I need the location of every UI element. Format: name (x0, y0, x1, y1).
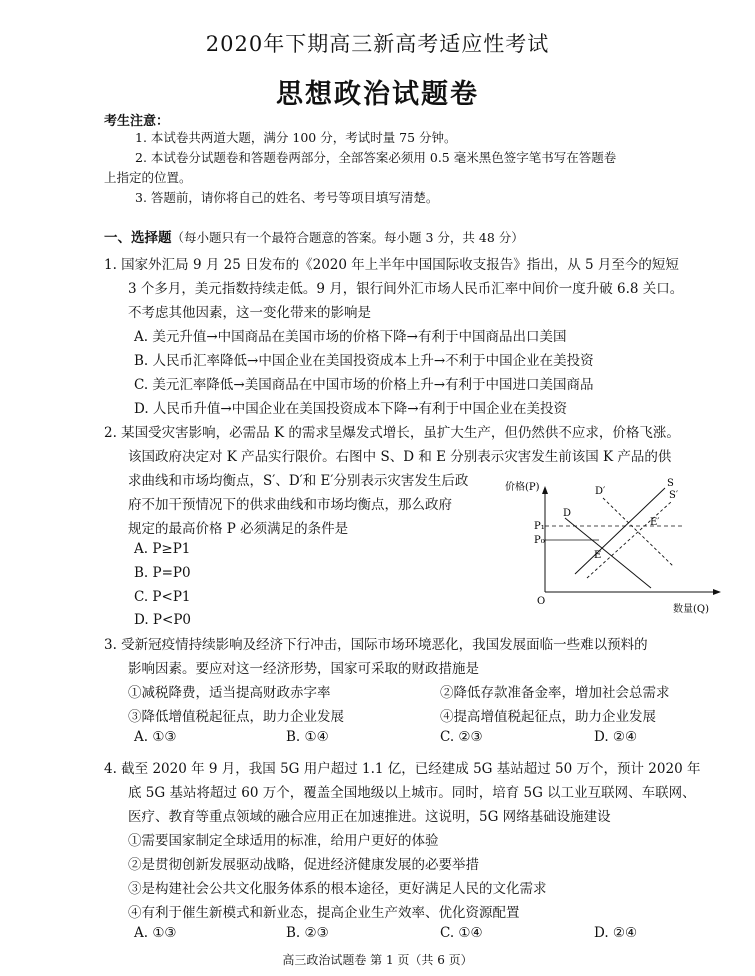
q3-stem: 影响因素。要应对这一经济形势，国家可采取的财政措施是 (128, 661, 479, 677)
q2-option-a: A. P≥P1 (134, 541, 191, 557)
q4-item: ④有利于催生新模式和新业态，提高企业生产效率、优化资源配置 (128, 905, 520, 921)
q3-item: ④提高增值税起征点，助力企业发展 (440, 709, 656, 725)
q3-item: ②降低存款准备金率，增加社会总需求 (440, 685, 670, 701)
origin-label: O (537, 596, 546, 607)
q1-stem: 3 个多月，美元指数持续走低。9 月，银行间外汇市场人民币汇率中间价一度升破 6.8 关口。 (128, 281, 684, 297)
q1-option-d: D. 人民币升值→中国企业在美国投资成本下降→有利于中国企业在美投资 (134, 401, 568, 417)
q1-option-a: A. 美元升值→中国商品在美国市场的价格下降→有利于中国商品出口美国 (134, 329, 567, 345)
label-e-prime: E′ (650, 517, 660, 528)
q4-stem: 4. 截至 2020 年 9 月，我国 5G 用户超过 1.1 亿，已经建成 5G 基站超过 50 万个，预计 2020 年 (104, 761, 701, 777)
supply-curve-s (575, 488, 665, 574)
section-heading (104, 226, 524, 246)
q2-option-d: D. P<P0 (134, 612, 191, 628)
notice-item: 上指定的位置。 (104, 170, 192, 185)
notice-item: 3. 答题前，请你将自己的姓名、考号等项目填写清楚。 (135, 190, 439, 205)
y-axis-arrow (542, 486, 548, 494)
q4-stem: 医疗、教育等重点领域的融合应用正在加速推进。这说明，5G 网络基础设施建设 (128, 809, 611, 825)
q3-option-a: A. ①③ (134, 729, 177, 745)
q3-stem: 3. 受新冠疫情持续影响及经济下行冲击，国际市场环境恶化，我国发展面临一些难以预料的 (104, 637, 648, 653)
supply-demand-diagram (503, 470, 723, 618)
q3-option-b: B. ①④ (286, 729, 329, 745)
label-d-prime: D′ (595, 486, 606, 497)
demand-curve-d (565, 518, 651, 588)
q1-option-c: C. 美元汇率降低→美国商品在中国市场的价格上升→有利于中国进口美国商品 (134, 377, 594, 393)
notice-heading: 考生注意： (104, 114, 170, 129)
q2-option-b: B. P=P0 (134, 565, 191, 581)
q4-item: ③是构建社会公共文化服务体系的根本途径，更好满足人民的文化需求 (128, 881, 547, 897)
section-title: 一、选择题 (104, 230, 172, 246)
q4-option-d: D. ②④ (594, 925, 638, 941)
q1-stem: 1. 国家外汇局 9 月 25 日发布的《2020 年上半年中国国际收支报告》指出，从 5 月至今的短短 (104, 257, 679, 273)
q3-option-c: C. ②③ (440, 729, 483, 745)
q2-stem: 该国政府决定对 K 产品实行限价。右图中 S、D 和 E 分别表示灾害发生前该国 K 产品的供 (128, 449, 672, 465)
q1-stem: 不考虑其他因素，这一变化带来的影响是 (128, 305, 371, 321)
p1-label: P₁ (534, 521, 545, 532)
exam-title: 2020年下期高三新高考适应性考试 (205, 32, 550, 56)
q4-option-c: C. ①④ (440, 925, 483, 941)
q3-item: ①减税降费，适当提高财政赤字率 (128, 685, 331, 701)
q4-option-b: B. ②③ (286, 925, 329, 941)
p0-label: P₀ (534, 535, 545, 546)
q2-stem: 府不加干预情况下的供求曲线和市场均衡点，那么政府 (128, 497, 452, 513)
label-d: D (563, 508, 572, 519)
q2-stem: 2. 某国受灾害影响，必需品 K 的需求呈爆发式增长，虽扩大生产，但仍然供不应求，价格飞涨。 (104, 425, 680, 441)
q4-item: ①需要国家制定全球适用的标准，给用户更好的体验 (128, 833, 439, 849)
q4-item: ②是贯彻创新发展驱动战略，促进经济健康发展的必要举措 (128, 857, 479, 873)
q2-stem: 规定的最高价格 P 必须满足的条件是 (128, 521, 349, 537)
page-footer: 高三政治试题卷 第 1 页（共 6 页） (282, 953, 473, 967)
q2-stem: 求曲线和市场均衡点，S′、D′和 E′分别表示灾害发生后政 (128, 473, 469, 489)
y-axis-label: 价格(P) (505, 482, 540, 493)
notice-item: 1. 本试卷共两道大题，满分 100 分，考试时量 75 分钟。 (135, 130, 457, 145)
subject-title: 思想政治试题卷 (276, 79, 479, 110)
q3-item: ③降低增值税起征点，助力企业发展 (128, 709, 344, 725)
section-note: （每小题只有一个最符合题意的答案。每小题 3 分，共 48 分） (171, 230, 524, 245)
notice-item: 2. 本试卷分试题卷和答题卷两部分，全部答案必须用 0.5 毫米黑色签字笔书写在答题卷 (135, 150, 617, 165)
q2-option-c: C. P<P1 (134, 589, 191, 605)
label-s: S (667, 478, 674, 489)
q3-option-d: D. ②④ (594, 729, 638, 745)
supply-curve-s-prime (587, 502, 671, 578)
label-s-prime: S′ (669, 490, 679, 501)
label-e: E (594, 550, 602, 561)
x-axis-arrow (713, 589, 721, 595)
q1-option-b: B. 人民币汇率降低→中国企业在美国投资成本上升→不利于中国企业在美投资 (134, 353, 594, 369)
q4-option-a: A. ①③ (134, 925, 177, 941)
q4-stem: 底 5G 基站将超过 60 万个，覆盖全国地级以上城市。同时，培育 5G 以工业互联网、车联网、 (128, 785, 696, 801)
x-axis-label: 数量(Q) (673, 604, 710, 615)
